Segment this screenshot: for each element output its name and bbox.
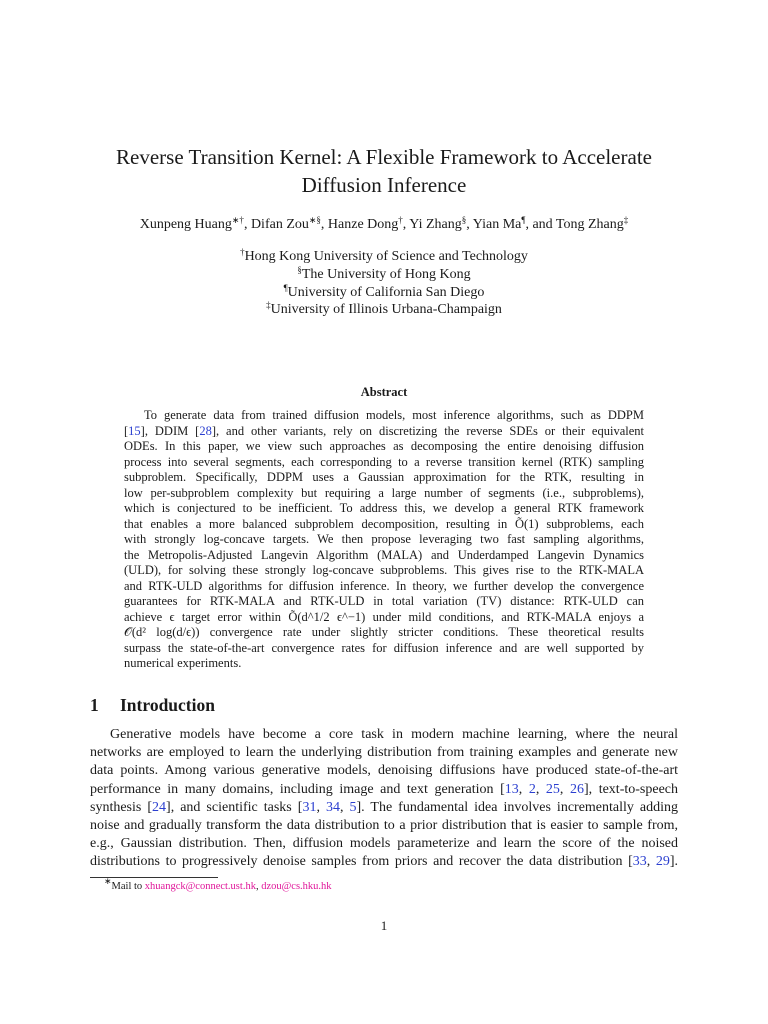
abstract-line: To generate data from trained diffusion models, most inference algorithms, such as DDPM (144, 408, 644, 422)
author: Hanze Dong† (327, 215, 403, 232)
intro-line: e.g., Gaussian distribution. Then, diffusion models parameterize and learn the score of the noised (90, 836, 678, 852)
author-list: Xunpeng Huang∗†, Difan Zou∗§, Hanze Dong†, Yi Zhang§, Yian Ma¶, and Tong Zhang‡ (139, 215, 629, 232)
citation-link[interactable]: 26 (569, 781, 584, 797)
email-link-2[interactable]: dzou@cs.hku.hk (261, 881, 332, 892)
citation-link[interactable]: 25 (545, 781, 560, 797)
author: Yi Zhang§ (409, 215, 467, 232)
title-line-2: Diffusion Inference (301, 173, 467, 197)
affiliation: ¶University of California San Diego (283, 282, 485, 300)
citation-link[interactable]: 24 (152, 799, 167, 815)
abstract-line: 𝒪(d² log(d/ϵ)) convergence rate under slightly stricter conditions. These theoretical results (124, 625, 644, 639)
affiliation: †Hong Kong University of Science and Technology (240, 247, 528, 264)
abstract-line: [15], DDIM [28], and other variants, rely on discretizing the reverse SDEs or their equivalent (124, 423, 644, 438)
section-number: 1 (90, 695, 99, 715)
abstract-body (124, 408, 644, 672)
citation-link[interactable]: 33 (632, 854, 647, 870)
author: Tong Zhang‡ (555, 215, 629, 232)
abstract-line: surpass the state-of-the-art convergence rates for diffusion inference and are well supported by (124, 640, 644, 655)
abstract-line: that enables a more balanced subproblem decomposition, resulting in Õ(1) subproblems, each (124, 516, 644, 531)
author: Xunpeng Huang∗† (139, 215, 244, 232)
citation-link[interactable]: 28 (199, 423, 212, 438)
citation-link[interactable]: 13 (504, 781, 519, 797)
section-heading (90, 694, 215, 716)
abstract-line: the Metropolis-Adjusted Langevin Algorithm (MALA) and Underdamped Langevin Dynamics (124, 547, 644, 562)
abstract-line: with strongly log-concave targets. We then propose leveraging two fast sampling algorithms, (124, 532, 644, 546)
citation-link[interactable]: 2 (528, 781, 536, 797)
abstract-line: (ULD), for solving these strongly log-concave subproblems. This gives rise to the RTK-MALA (124, 563, 644, 577)
abstract-line: subproblem. Specifically, DDPM uses a Gaussian approximation for the RTK, resulting in (124, 470, 644, 484)
abstract-line: ODEs. In this paper, we view such approaches as decomposing the entire denoising diffusion (124, 439, 644, 453)
abstract-line: numerical experiments. (124, 656, 242, 670)
citation-link[interactable]: 5 (349, 799, 357, 815)
email-link-1[interactable]: xhuangck@connect.ust.hk (144, 881, 256, 892)
citation-link[interactable]: 29 (655, 854, 670, 870)
intro-line: networks are employed to learn the underlying distribution from training examples and generate new (90, 745, 678, 761)
intro-line: distributions to progressively denoise samples from priors and recover the data distribution [33, 29]. (90, 854, 679, 870)
page-number: 1 (380, 918, 388, 933)
author: Yian Ma¶ (472, 215, 526, 232)
abstract-line: which is conjectured to be inefficient. To address this, we develop a general RTK framework (124, 501, 644, 515)
citation-link[interactable]: 31 (302, 799, 317, 815)
citation-link[interactable]: 34 (325, 799, 340, 815)
intro-line: noise and gradually transform the data distribution to a prior distribution that is easier to sample from, (90, 817, 678, 833)
abstract-heading: Abstract (360, 385, 408, 399)
intro-line: data points. Among various generative models, denoising diffusions have produced state-of-the-art (90, 763, 678, 779)
abstract-line: process into several segments, each corresponding to a reverse transition kernel (RTK) sampling (124, 454, 644, 469)
affiliation: ‡University of Illinois Urbana-Champaign (266, 300, 502, 318)
introduction-body (90, 726, 678, 872)
abstract-line: achieve ϵ target error within Õ(d^1/2 ϵ^−1) under mild conditions, and RTK-MALA enjoys a (124, 609, 644, 624)
abstract-line: low per-subproblem complexity but requiring a large number of segments (i.e., subproblems), (124, 485, 644, 500)
title-line-1: Reverse Transition Kernel: A Flexible Framework to Accelerate (116, 145, 652, 169)
abstract-line: and RTK-ULD algorithms for diffusion inference. In theory, we further develop the convergence (124, 578, 644, 593)
affiliation: §The University of Hong Kong (297, 264, 471, 282)
intro-line: performance in many domains, including image and text generation [13, 2, 25, 26], text-to-speech (90, 781, 678, 797)
footnote: ∗Mail to xhuangck@connect.ust.hk, dzou@cs.hku.hk (104, 876, 332, 892)
paper-title (60, 143, 708, 199)
author: Difan Zou∗§ (250, 215, 321, 232)
intro-line: synthesis [24], and scientific tasks [31, 34, 5]. The fundamental idea involves incrementally adding (90, 799, 679, 815)
citation-link[interactable]: 15 (128, 423, 141, 438)
intro-line: Generative models have become a core task in modern machine learning, where the neural (110, 727, 678, 742)
abstract-line: guarantees for RTK-MALA and RTK-ULD in total variation (TV) distance: RTK-ULD can (124, 594, 644, 608)
affiliation-list (60, 248, 708, 319)
section-title: Introduction (120, 695, 215, 715)
